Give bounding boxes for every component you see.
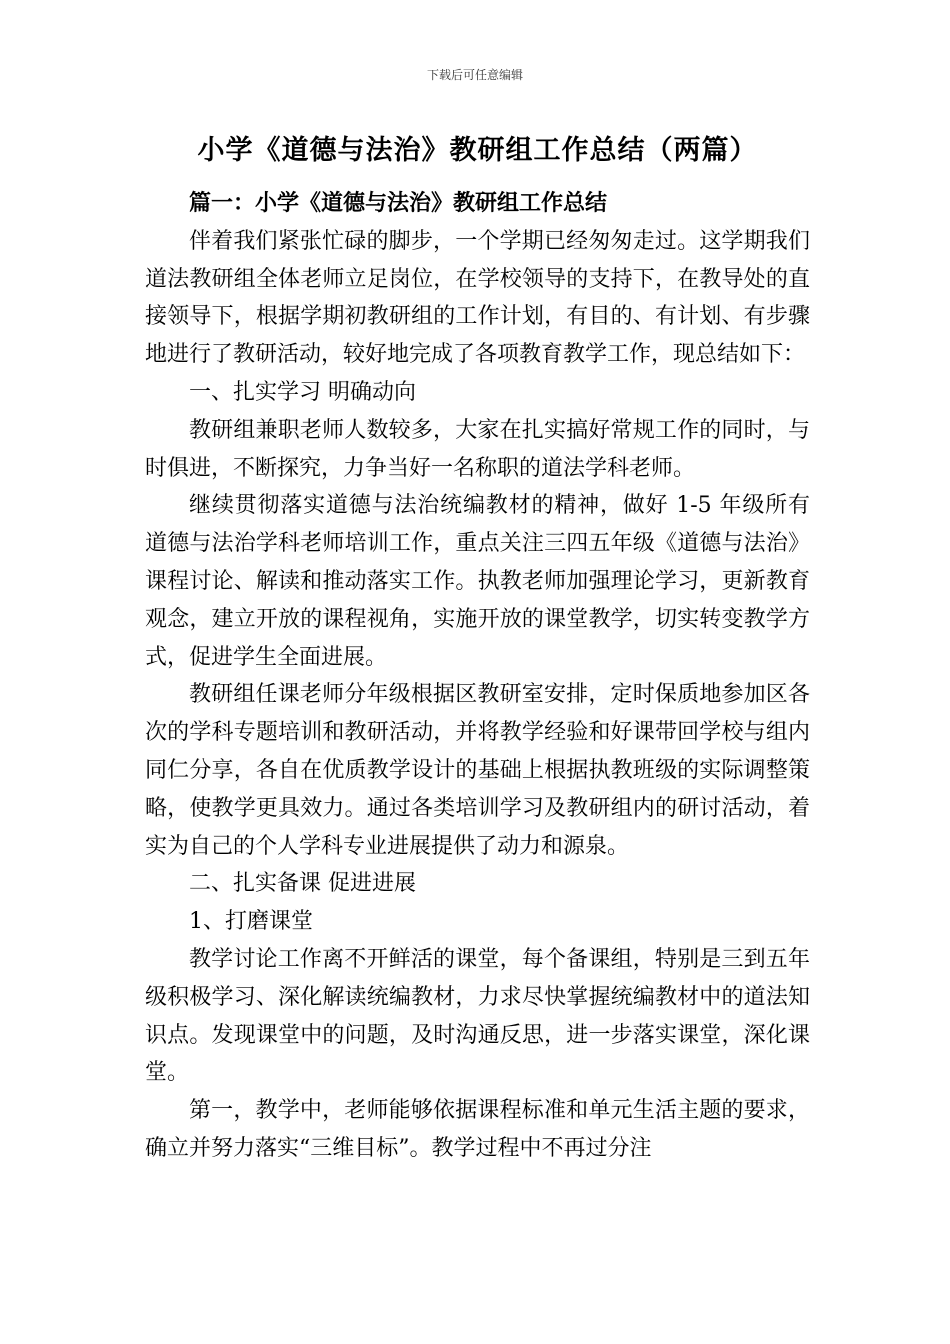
subsection-heading: 1、打磨课堂: [189, 909, 313, 935]
paragraph: 继续贯彻落实道德与法治统编教材的精神，做好 1-5 年级所有道德与法治学科老师培训工作，重点关注三四五年级《道德与法治》课程讨论、解读和推动落实工作。执教老师加强理论学习，更新教育观念，建立开放的课程视角，实施开放的课堂教学，切实转变教学方式，促进学生全面进展。: [145, 493, 810, 670]
section-heading: 二、扎实备课 促进进展: [189, 871, 416, 897]
paragraph: 教学讨论工作离不开鲜活的课堂，每个备课组，特别是三到五年级积极学习、深化解读统编教材，力求尽快掌握统编教材中的道法知识点。发现课堂中的问题，及时沟通反思，进一步落实课堂，深化课堂。: [145, 946, 810, 1086]
document-title: 小学《道德与法治》教研组工作总结（两篇）: [197, 135, 758, 166]
document-body: [145, 185, 810, 1168]
paragraph: 教研组任课老师分年级根据区教研室安排，定时保质地参加区各次的学科专题培训和教研活动，并将教学经验和好课带回学校与组内同仁分享，各自在优质教学设计的基础上根据执教班级的实际调整策略，使教学更具效力。通过各类培训学习及教研组内的研讨活动，着实为自己的个人学科专业进展提供了动力和源泉。: [145, 682, 810, 859]
paragraph: 第一，教学中，老师能够依据课程标准和单元生活主题的要求，确立并努力落实“三维目标”。教学过程中不再过分注: [145, 1098, 810, 1161]
header-note: 下载后可任意编辑: [426, 68, 523, 82]
section-heading: 一、扎实学习 明确动向: [189, 379, 416, 405]
paragraph: 伴着我们紧张忙碌的脚步，一个学期已经匆匆走过。这学期我们道法教研组全体老师立足岗位，在学校领导的支持下，在教导处的直接领导下，根据学期初教研组的工作计划，有目的、有计划、有步骤地进行了教研活动，较好地完成了各项教育教学工作，现总结如下：: [145, 228, 810, 368]
paragraph: 教研组兼职老师人数较多，大家在扎实搞好常规工作的同时，与时俱进，不断探究，力争当好一名称职的道法学科老师。: [145, 417, 810, 481]
section-heading: 篇一：小学《道德与法治》教研组工作总结: [189, 190, 608, 216]
